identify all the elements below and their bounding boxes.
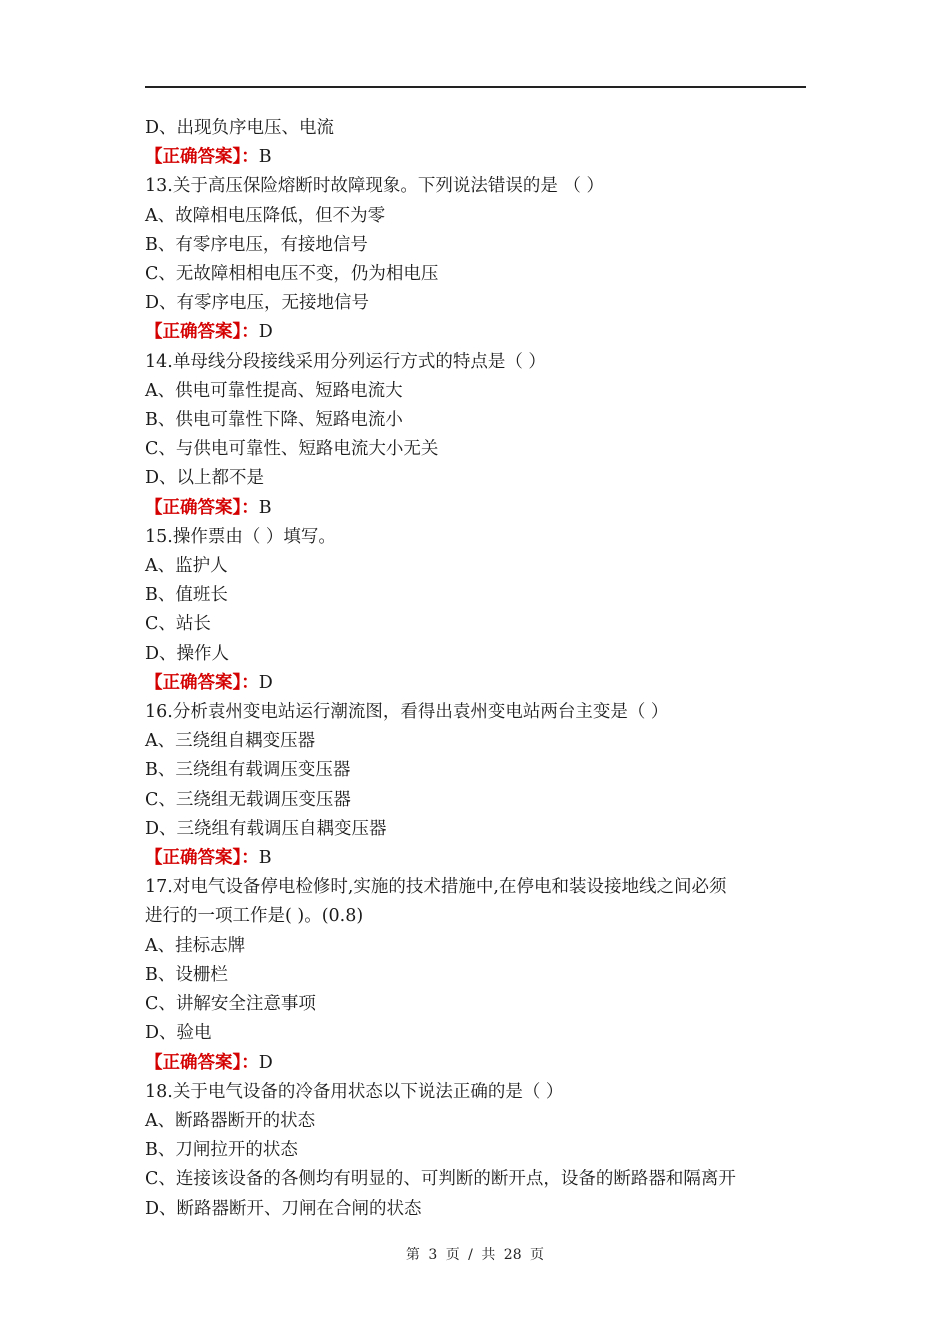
answer-value: B <box>258 147 272 168</box>
answer-colon: ： <box>241 672 259 693</box>
option-text: C、连接该设备的各侧均有明显的、可判断的断开点，设备的断路器和隔离开 <box>145 1169 736 1190</box>
question-text: 15.操作票由（ ）填写。 <box>145 526 336 547</box>
option-text: D、有零序电压，无接地信号 <box>145 293 370 314</box>
answer-label: 【正确答案】 <box>145 848 242 869</box>
option-text: D、出现负序电压、电流 <box>145 118 335 138</box>
answer-value: D <box>258 322 273 343</box>
option-text: A、三绕组自耦变压器 <box>145 731 316 752</box>
option-text: A、监护人 <box>145 556 228 577</box>
option-text: C、站长 <box>145 614 211 635</box>
option-text: A、断路器断开的状态 <box>145 1110 316 1131</box>
question-text: 16.分析袁州变电站运行潮流图，看得出袁州变电站两台主变是（ ） <box>145 702 669 723</box>
option-text: D、操作人 <box>145 643 230 664</box>
answer-line <box>145 318 805 347</box>
answer-colon: ： <box>241 497 259 518</box>
option-text: A、挂标志牌 <box>145 935 246 956</box>
option-text: B、设栅栏 <box>145 964 228 985</box>
answer-line <box>145 494 805 523</box>
option-text: B、供电可靠性下降、短路电流小 <box>145 410 403 431</box>
answer-line <box>145 844 805 873</box>
answer-line <box>145 143 805 172</box>
option-text: A、故障相电压降低，但不为零 <box>145 205 386 226</box>
option-text: C、讲解安全注意事项 <box>145 994 316 1015</box>
header-rule <box>145 86 806 88</box>
option-text: B、有零序电压，有接地信号 <box>145 234 368 255</box>
answer-value: D <box>258 1052 273 1073</box>
answer-line <box>145 1049 805 1078</box>
option-text: B、值班长 <box>145 585 228 606</box>
option-text: B、三绕组有载调压变压器 <box>145 760 351 781</box>
question-text: 进行的一项工作是( )。(0.8) <box>145 906 364 927</box>
question-text: 13.关于高压保险熔断时故障现象。下列说法错误的是 （ ） <box>145 176 604 197</box>
answer-colon: ： <box>241 1052 259 1073</box>
answer-value: B <box>258 848 272 869</box>
answer-value: B <box>258 497 272 518</box>
option-text: D、三绕组有载调压自耦变压器 <box>145 818 387 839</box>
answer-label: 【正确答案】 <box>145 1052 242 1073</box>
answer-label: 【正确答案】 <box>145 672 242 693</box>
answer-colon: ： <box>241 322 259 343</box>
option-text: D、以上都不是 <box>145 468 265 489</box>
option-text: D、验电 <box>145 1023 212 1044</box>
answer-value: D <box>258 672 273 693</box>
answer-colon: ： <box>241 147 259 168</box>
option-text: C、与供电可靠性、短路电流大小无关 <box>145 439 439 460</box>
option-text: A、供电可靠性提高、短路电流大 <box>145 380 403 401</box>
option-text: B、刀闸拉开的状态 <box>145 1140 298 1161</box>
question-text: 17.对电气设备停电检修时,实施的技术措施中,在停电和装设接地线之间必须 <box>145 877 727 898</box>
option-text: D、断路器断开、刀闸在合闸的状态 <box>145 1198 422 1219</box>
answer-line <box>145 669 805 698</box>
question-list <box>145 114 805 1224</box>
answer-label: 【正确答案】 <box>145 322 242 343</box>
answer-label: 【正确答案】 <box>145 147 242 168</box>
option-text: C、无故障相相电压不变，仍为相电压 <box>145 264 439 285</box>
answer-label: 【正确答案】 <box>145 497 242 518</box>
question-text: 14.单母线分段接线采用分列运行方式的特点是（ ） <box>145 351 546 372</box>
option-text: C、三绕组无载调压变压器 <box>145 789 351 810</box>
question-text: 18.关于电气设备的冷备用状态以下说法正确的是（ ） <box>145 1081 564 1102</box>
page-footer: 第 3 页 / 共 28 页 <box>405 1247 545 1263</box>
answer-colon: ： <box>241 848 259 869</box>
